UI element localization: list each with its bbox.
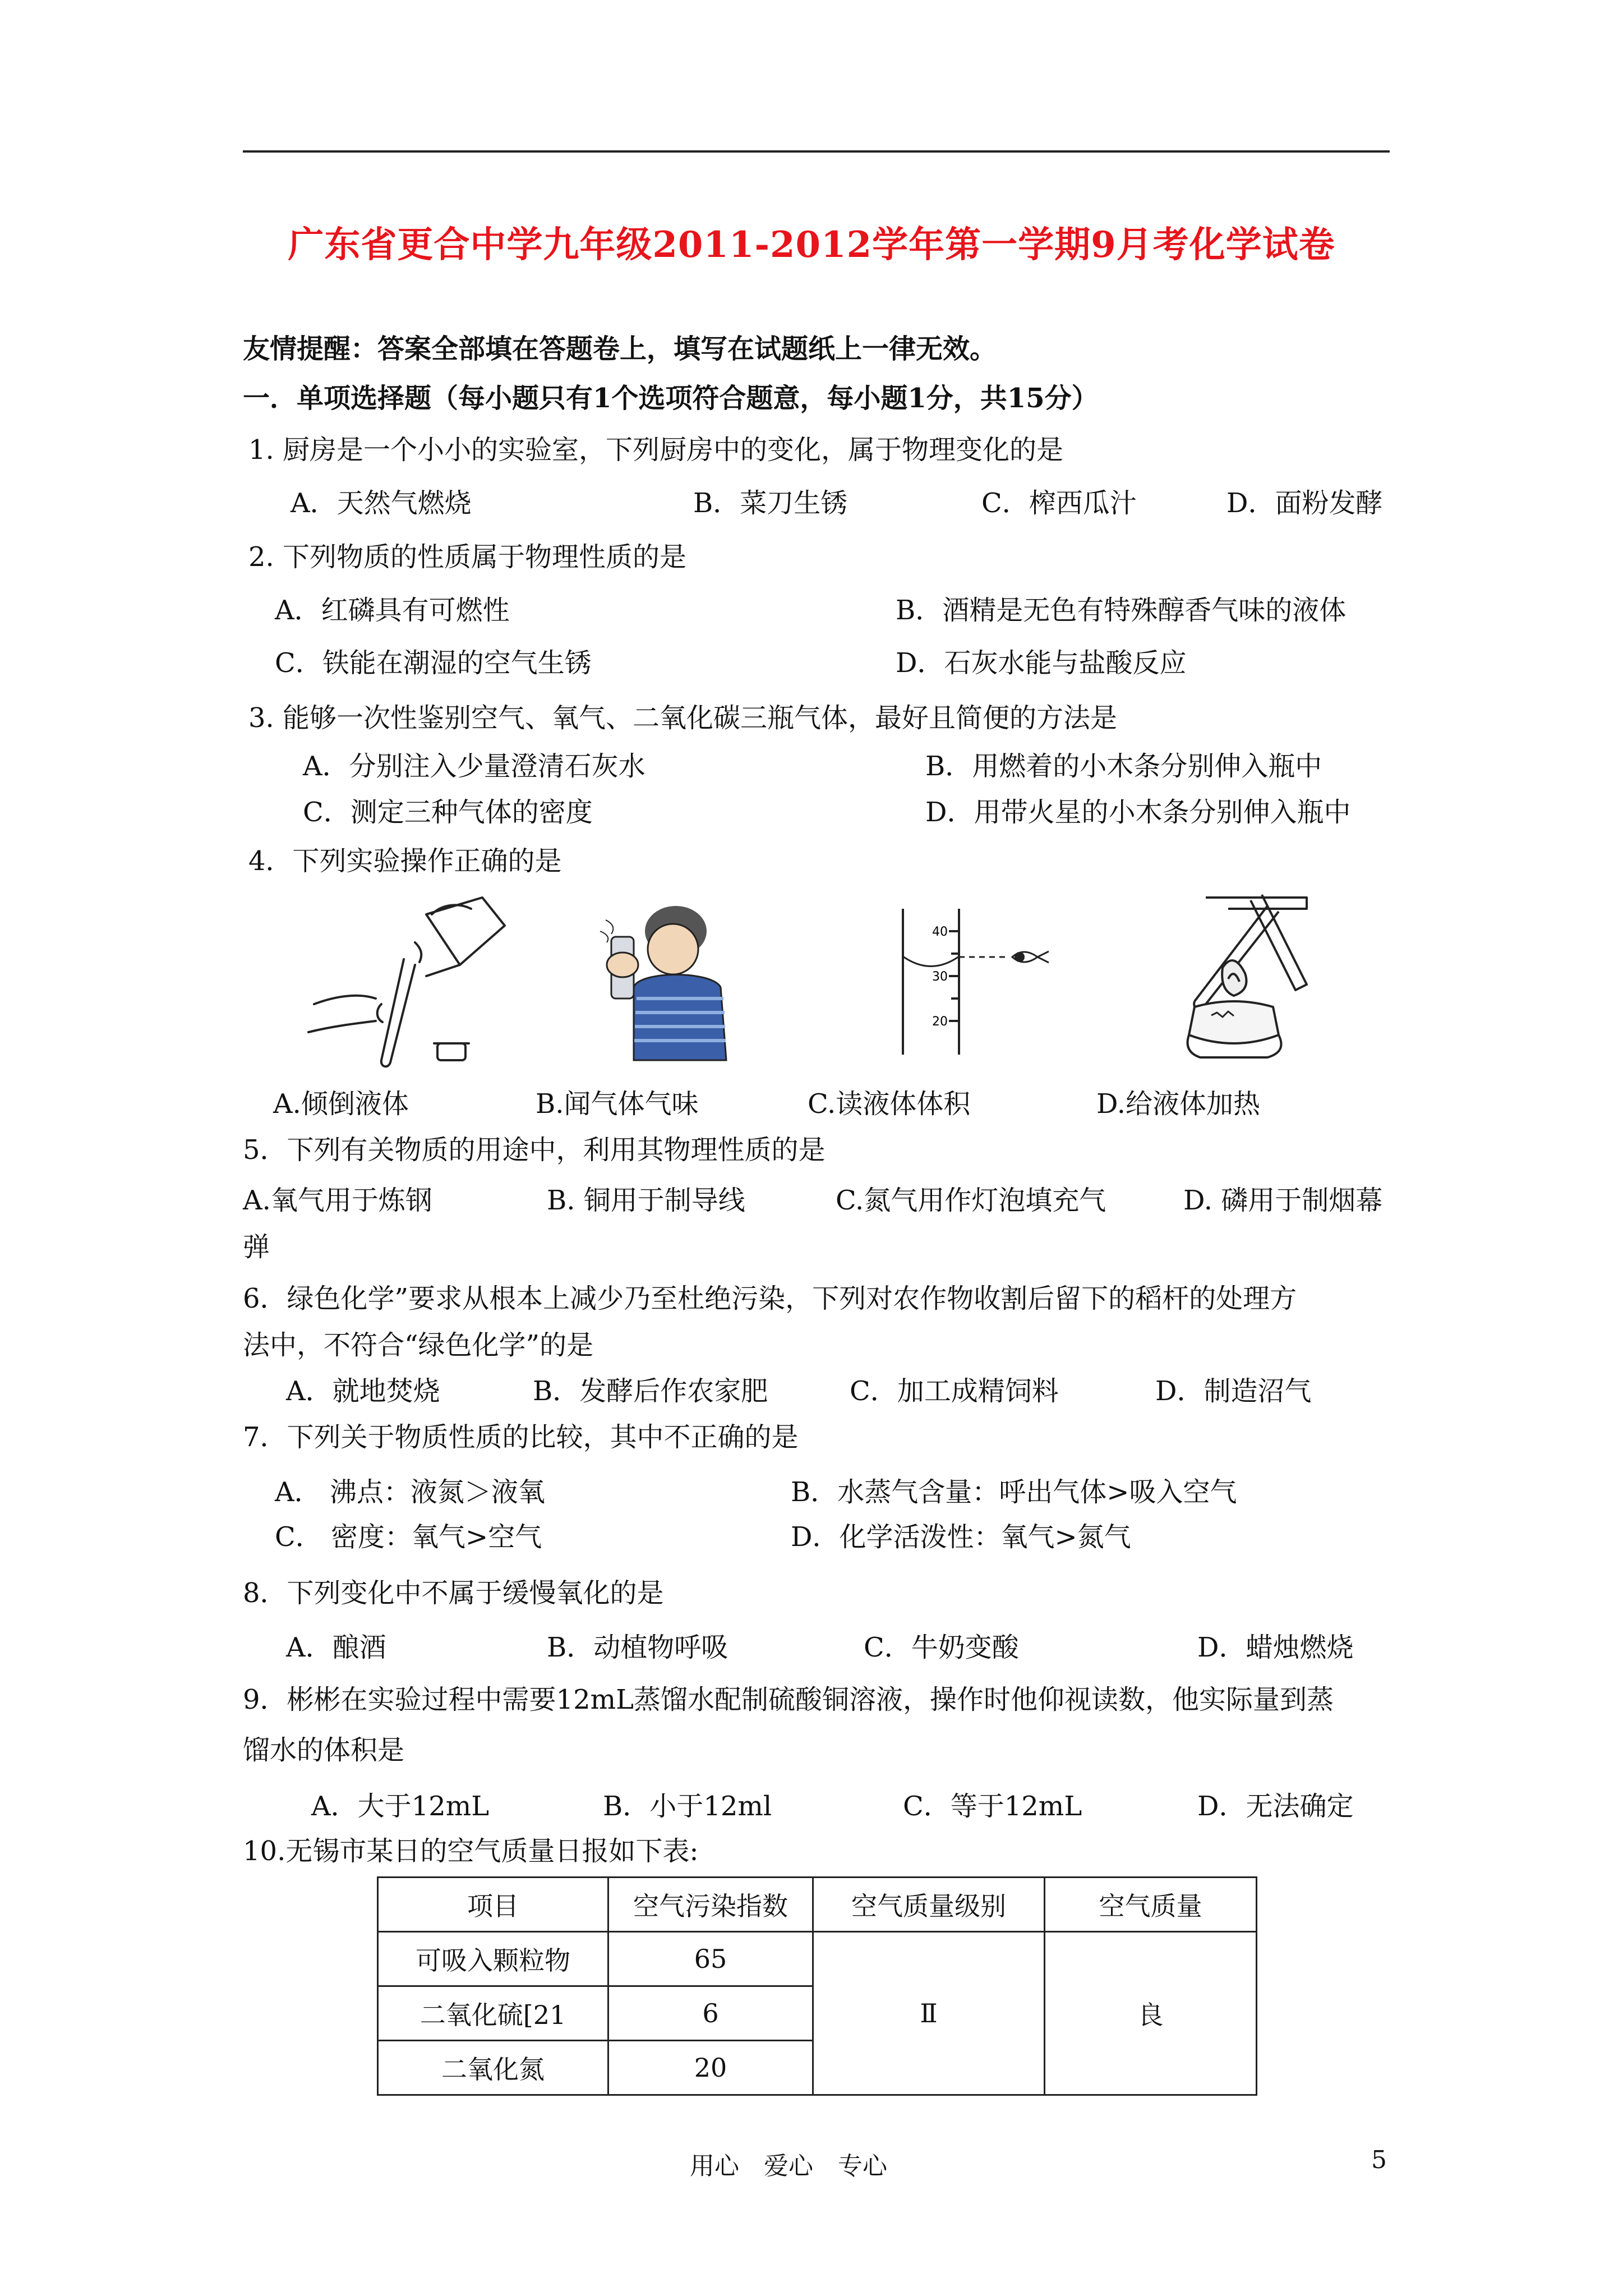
q1-option-c: C．榨西瓜汁: [981, 487, 1137, 519]
row-index: 20: [608, 2041, 813, 2095]
q3-option-d: D．用带火星的小木条分别伸入瓶中: [925, 797, 1351, 828]
measuring-cylinder-figure: [897, 903, 1054, 1060]
cylinder-tick-20: 20: [932, 1015, 948, 1029]
q5-option-a: A.氧气用于炼钢: [243, 1185, 432, 1216]
exam-title: 广东省更合中学九年级2011-2012学年第一学期9月考化学试卷: [288, 224, 1335, 266]
q6-option-c: C．加工成精饲料: [850, 1375, 1059, 1407]
footer-motto: 用心 爱心 专心: [690, 2152, 887, 2180]
q5-option-b: B. 铜用于制导线: [547, 1185, 745, 1216]
row-item: 二氧化氮: [378, 2041, 608, 2095]
cylinder-tick-40: 40: [932, 925, 948, 939]
page-number: 5: [1371, 2146, 1387, 2174]
q4-option-b: B.闻气体气味: [536, 1088, 699, 1120]
table-row: [378, 1932, 1257, 1986]
air-quality-grade: 良: [1045, 1932, 1257, 2095]
q1-option-a: A．天然气燃烧: [291, 487, 472, 519]
reminder: 友情提醒：答案全部填在答题卷上，填写在试题纸上一律无效。: [243, 333, 997, 365]
section-heading: 一．单项选择题（每小题只有1个选项符合题意，每小题1分，共15分）: [243, 383, 1099, 414]
air-quality-table: [377, 1876, 1257, 2096]
q9-stem-line1: 9．彬彬在实验过程中需要12mL蒸馏水配制硫酸铜溶液，操作时他仰视读数，他实际量到蒸: [243, 1684, 1334, 1715]
q1-stem: 1. 厨房是一个小小的实验室，下列厨房中的变化，属于物理变化的是: [248, 434, 1064, 466]
q5-option-d-wrap: 弹: [243, 1231, 270, 1263]
q5-option-c: C.氮气用作灯泡填充气: [836, 1185, 1106, 1216]
q1-option-d: D．面粉发酵: [1227, 487, 1383, 519]
q2-option-a: A．红磷具有可燃性: [275, 595, 510, 626]
q2-option-c: C．铁能在潮湿的空气生锈: [275, 647, 592, 679]
heating-liquid-figure: [1161, 884, 1374, 1069]
q6-stem-line2: 法中，不符合“绿色化学”的是: [243, 1329, 594, 1361]
q7-option-a: A． 沸点：液氮＞液氧: [275, 1476, 545, 1508]
table-header-row: [378, 1878, 1257, 1932]
q2-option-b: B．酒精是无色有特殊醇香气味的液体: [896, 595, 1347, 626]
q3-option-b: B．用燃着的小木条分别伸入瓶中: [925, 751, 1322, 782]
cylinder-tick-30: 30: [932, 970, 948, 984]
q3-option-c: C．测定三种气体的密度: [303, 797, 593, 828]
q9-option-b: B．小于12ml: [603, 1791, 772, 1822]
header-quality: 空气质量: [1045, 1878, 1257, 1932]
q7-option-d: D．化学活泼性：氧气>氮气: [791, 1521, 1131, 1553]
q5-option-d: D. 磷用于制烟幕: [1183, 1185, 1383, 1216]
row-index: 6: [608, 1986, 813, 2041]
q4-option-d: D.给液体加热: [1096, 1088, 1261, 1120]
q4-option-a: A.倾倒液体: [273, 1088, 409, 1120]
row-index: 65: [608, 1932, 813, 1986]
pouring-liquid-figure: [292, 892, 516, 1071]
q6-option-b: B．发酵后作农家肥: [533, 1375, 768, 1407]
q8-option-a: A．酿酒: [286, 1632, 386, 1663]
q4-stem: 4．下列实验操作正确的是: [248, 845, 562, 877]
q2-stem: 2. 下列物质的性质属于物理性质的是: [248, 541, 687, 573]
q9-option-c: C．等于12mL: [903, 1791, 1082, 1822]
q6-option-d: D．制造沼气: [1155, 1375, 1312, 1407]
row-item: 二氧化硫[21: [378, 1986, 608, 2041]
q6-option-a: A．就地焚烧: [286, 1375, 440, 1407]
header-rule: [243, 150, 1390, 153]
q2-option-d: D．石灰水能与盐酸反应: [896, 647, 1187, 679]
row-item: 可吸入颗粒物: [378, 1932, 608, 1986]
air-quality-level: Ⅱ: [813, 1932, 1045, 2095]
header-level: 空气质量级别: [813, 1878, 1045, 1932]
header-index: 空气污染指数: [608, 1878, 813, 1932]
q1-option-b: B．菜刀生锈: [693, 487, 848, 519]
q9-option-d: D．无法确定: [1197, 1791, 1354, 1822]
q3-option-a: A．分别注入少量澄清石灰水: [303, 751, 645, 782]
q7-option-c: C． 密度：氧气>空气: [275, 1521, 542, 1553]
q4-option-c: C.读液体体积: [808, 1088, 971, 1120]
q10-stem: 10.无锡市某日的空气质量日报如下表:: [243, 1835, 699, 1867]
q8-option-b: B．动植物呼吸: [547, 1632, 728, 1663]
smelling-gas-figure: [578, 898, 746, 1066]
q7-option-b: B．水蒸气含量：呼出气体>吸入空气: [791, 1476, 1237, 1508]
q8-option-d: D．蜡烛燃烧: [1197, 1632, 1354, 1663]
q9-option-a: A．大于12mL: [311, 1791, 490, 1822]
q8-stem: 8．下列变化中不属于缓慢氧化的是: [243, 1577, 664, 1609]
header-item: 项目: [378, 1878, 608, 1932]
eye-icon: [1012, 951, 1049, 963]
q3-stem: 3. 能够一次性鉴别空气、氧气、二氧化碳三瓶气体，最好且简便的方法是: [248, 702, 1118, 734]
q9-stem-line2: 馏水的体积是: [243, 1734, 405, 1766]
q6-stem-line1: 6．绿色化学”要求从根本上减少乃至杜绝污染，下列对农作物收割后留下的稻杆的处理方: [243, 1283, 1297, 1314]
q7-stem: 7．下列关于物质性质的比较，其中不正确的是: [243, 1421, 799, 1453]
q5-stem: 5．下列有关物质的用途中，利用其物理性质的是: [243, 1134, 826, 1166]
q8-option-c: C．牛奶变酸: [864, 1632, 1019, 1663]
